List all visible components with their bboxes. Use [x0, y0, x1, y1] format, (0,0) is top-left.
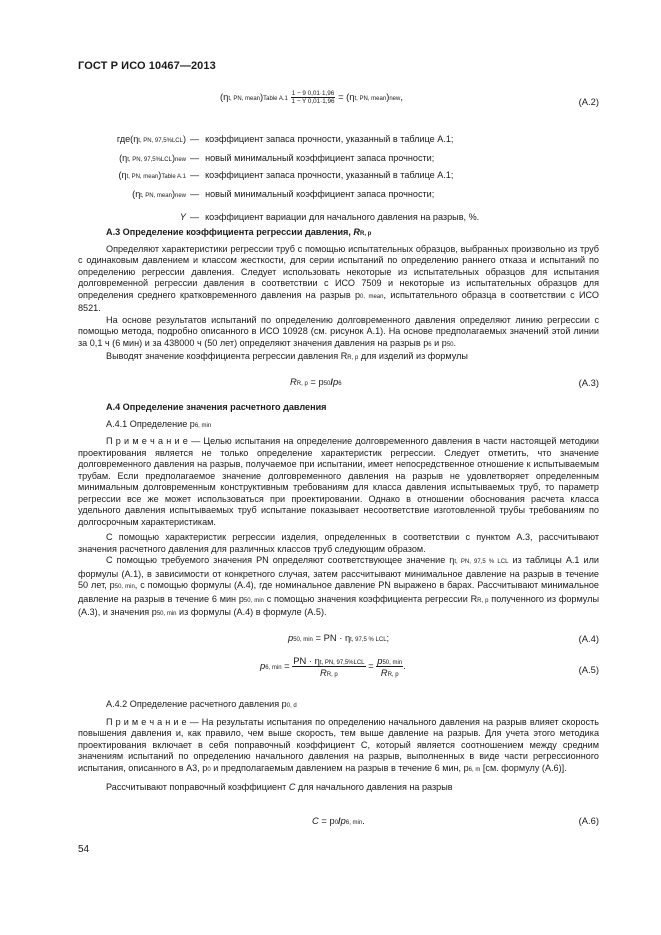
equation-number-a2: (A.2): [578, 96, 599, 107]
definition-item: [78, 189, 598, 199]
equation-a5-fraction-2: $\frac{p50, \min}{RR, p}$: [377, 655, 403, 678]
equation-number-a3: (A.3): [578, 377, 599, 388]
section-a3-paragraph-1: Определяют характеристики регрессии труб с помощью испытательных образцов, выбранных произвольно из труб с одинаковым давлением и классом жесткости, для серии испытаний по определению раннего отказа и испытаний по определению регрессии давления. Следует использовать некоторые из испытательных образцов для испытания долговременной регрессии давления в соответствии с ИСО 7509 и некоторые из испытательных образцов для определения среднего кратковременного давления на разрыв p0, mean, испытательного образца в соответствии с ИСО 8521.: [78, 243, 600, 313]
section-a4-paragraph-b: С помощью требуемого значения PN определяют соответствующее значение ηt, PN, 97,5 % LCL из таблицы А.1 или формулы (А.1), в зависимости от конкретного случая, затем рассчитывают минимальное давление на разрыв в течение 50 лет, p50, min, с помощью формулы (А.4), где номинальное давление PN выражено в барах. Рассчитывают минимальное давление на разрыв в течение 6 мин p50, min с помощью значения коэффициента регрессии RR, p полученного из формулы (А.3), и значения p50, min из формулы (А.4) в формуле (А.5).: [78, 555, 599, 617]
equation-a5: p6, min = $\frac{\text{PN · ηt, PN, 97,5\%LCL}}{RR, p}$ = $\frac{p50, \min}{RR, p}$ .: [260, 655, 406, 678]
equation-a6: C = p0/p6, min.: [312, 815, 365, 826]
definition-text: коэффициент запаса прочности, указанный в таблице А.1;: [205, 170, 454, 180]
equation-a2-fraction: $\frac{1 - 9 0,01\cdot 1,96}{1 - Y 0,01\cdot 1,96}$: [291, 90, 335, 105]
section-a3: [78, 227, 599, 365]
subsection-a42: [78, 699, 599, 794]
definition-dash: —: [190, 134, 200, 144]
definition-dash: —: [190, 189, 200, 199]
section-a4: [78, 402, 599, 621]
definition-dash: —: [190, 212, 200, 222]
note-1: П р и м е ч а н и е — Целью испытания на определение долговременного давления в части настоящей методики проектирования является не только определение характеристик регрессии. Следует отметить, что значение долговременного давления на разрыв, получаемое при испытании, имеет непосредственное отношение к испытываемым трубам. Если предполагаемое значение долговременного давления на разрыв не удовлетворяет определенным минимальным долговременным конструктивным требованиям для класса давления испытываемых труб, то параметр регрессии все же может использоваться при проектировании. Однако в отношении обоснования расчета класса удельного давления испытываемых труб испытание показывает несоответствие изготовленной трубы требованиям по долгосрочным характеристикам.: [78, 436, 599, 527]
note-2: П р и м е ч а н и е — На результаты испытания по определению начального давления на разрыв влияет скорость повышения давления и, как правило, чем выше скорость, тем выше давление на разрыв. Для учета этого методика проектирования включает в себя поправочный коэффициент С, который является соотношением между средним значениям испытаний по определению начального давления на разрыв, выполненных в виде части регрессионного испытания, описанного в А3, p0 и предполагаемым давлением на разрыв в течение 6 мин, p6, m [см. формулу (А.6)].: [78, 716, 599, 773]
section-a3-paragraph-2: На основе результатов испытаний по определению долговременного давления определяют линию регрессии с помощью метода, подробно описанного в ИСО 10928 (см. рисунок А.1). На основе предполагаемых значений этой линии за 0,1 ч (6 мин) и за 438000 ч (50 лет) определяют значения давления на разрыв p6 и p50.: [78, 314, 599, 348]
equation-a4: p50, min = PN · ηt, 97,5 % LCL;: [288, 632, 390, 643]
definition-text: коэффициент запаса прочности, указанный в таблице А.1;: [205, 134, 454, 144]
definition-term: (ηt, PN, mean)Table A.1: [118, 170, 186, 180]
section-a4-heading: А.4 Определение значения расчетного давления: [106, 402, 327, 412]
definition-item: [78, 170, 598, 180]
definition-item: [78, 153, 598, 163]
definition-item: [78, 212, 598, 222]
definition-term: Y: [179, 212, 186, 222]
section-a3-heading: А.3 Определение коэффициента регрессии давления, RR, p: [106, 227, 372, 237]
definition-dash: —: [190, 153, 200, 163]
section-a3-paragraph-3: Выводят значение коэффициента регрессии давления RR, p для изделий из формулы: [106, 351, 468, 361]
correction-factor-paragraph: Рассчитывают поправочный коэффициент C для начального давления на разрыв: [106, 782, 453, 792]
definition-item: [78, 134, 598, 144]
page-number: 54: [78, 844, 90, 855]
definition-term: где(ηt, PN, 97,5%LCL): [116, 134, 186, 144]
equation-number-a6: (A.6): [578, 815, 599, 826]
equation-a3: RR, p = p50/p6: [290, 376, 342, 387]
equation-a5-fraction-1: $\frac{\text{PN · ηt, PN, 97,5\%LCL}}{RR, p}$: [293, 655, 365, 678]
equation-number-a5: (A.5): [578, 664, 599, 675]
subsection-a41-heading: А.4.1 Определение p6, min: [106, 418, 212, 429]
section-a4-paragraph-a: С помощью характеристик регрессии изделия, определенных в соответствии с пунктом А.3, рассчитывают значения расчетного давления для различных классов труб следующим образом.: [78, 532, 599, 554]
subsection-a42-heading: А.4.2 Определение расчетного давления p0, d: [106, 699, 297, 709]
definition-term: (ηt, PN, 97,5%LCL)new: [119, 153, 186, 163]
definition-dash: —: [190, 170, 200, 180]
definition-text: коэффициент вариации для начального давления на разрыв, %.: [205, 212, 480, 222]
document-header: ГОСТ Р ИСО 10467—2013: [78, 60, 216, 72]
equation-a2: (ηt, PN, mean)Table A.1 $\frac{1 - 9 0,01\cdot 1,96}{1 - Y 0,01\cdot 1,96}$ = (ηt, PN, mean)new,: [220, 90, 403, 105]
definition-term: (ηt, PN, mean)new: [132, 189, 186, 199]
equation-number-a4: (A.4): [578, 633, 599, 644]
definition-text: новый минимальный коэффициент запаса прочности;: [205, 153, 435, 163]
definition-text: новый минимальный коэффициент запаса прочности;: [205, 189, 435, 199]
